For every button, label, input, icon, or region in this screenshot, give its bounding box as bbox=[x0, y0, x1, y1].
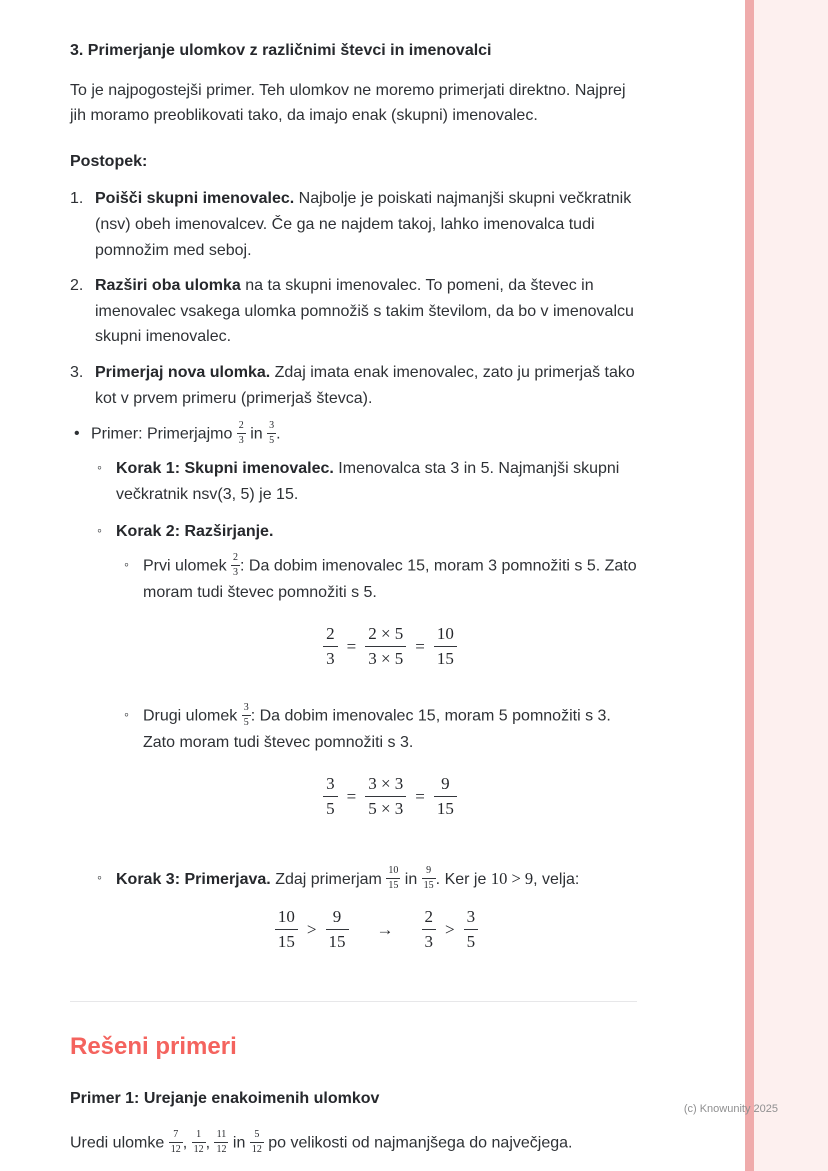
fraction-denominator: 5 bbox=[326, 799, 335, 819]
inline-fraction bbox=[422, 865, 436, 892]
circle-marker-icon: ◦ bbox=[97, 459, 102, 476]
korak3-text bbox=[116, 866, 637, 961]
fraction-denominator: 5 bbox=[243, 717, 249, 729]
task-mid: in bbox=[228, 1134, 250, 1152]
sub1-text bbox=[143, 553, 637, 703]
fraction-denominator: 15 bbox=[277, 932, 295, 952]
equals-sign: = bbox=[415, 636, 425, 656]
fraction-denominator: 15 bbox=[328, 932, 346, 952]
procedure-list bbox=[70, 186, 637, 411]
fraction bbox=[365, 624, 406, 670]
fraction-numerator: 3 bbox=[267, 420, 276, 434]
equals-sign: = bbox=[346, 787, 357, 807]
fraction-numerator: 3 bbox=[464, 907, 479, 930]
fraction-denominator: 3 bbox=[233, 566, 239, 578]
fraction-numerator: 10 bbox=[275, 907, 298, 930]
example1-title: Primer 1: Urejanje enakoimenih ulomkov bbox=[70, 1090, 380, 1108]
fraction-numerator: 9 bbox=[434, 774, 457, 797]
fraction-numerator: 2 bbox=[422, 907, 437, 930]
section-heading: 3. Primerjanje ulomkov z različnimi števci in imenovalci bbox=[70, 42, 492, 59]
fraction-denominator: 15 bbox=[423, 879, 434, 891]
korak3-mid: in bbox=[400, 870, 422, 888]
greater-than-sign: > bbox=[306, 920, 317, 940]
fraction bbox=[275, 907, 298, 953]
solved-examples-heading: Rešeni primeri bbox=[70, 1032, 237, 1060]
equation-second-expansion bbox=[143, 774, 637, 820]
step-text: Najbolje je poiskati najmanjši skupni večkratnik (nsv) obeh imenovalcev. Če ga ne najdem takoj, lahko imenovalca tudi pomnožim med seboj. bbox=[95, 190, 632, 259]
fraction-numerator: 10 bbox=[386, 865, 400, 879]
fraction-numerator: 9 bbox=[326, 907, 349, 930]
list-item bbox=[124, 703, 637, 853]
fraction-numerator: 7 bbox=[169, 1129, 183, 1143]
fraction bbox=[434, 624, 457, 670]
circle-marker-icon: ◦ bbox=[97, 522, 102, 539]
document-content bbox=[70, 38, 637, 1157]
fraction-denominator: 5 bbox=[269, 435, 275, 447]
fraction-numerator: 2 bbox=[231, 552, 240, 566]
fraction-numerator: 3 bbox=[242, 702, 251, 716]
list-item bbox=[70, 186, 637, 263]
sub2-lead: Drugi ulomek bbox=[143, 708, 242, 726]
watermark: (c) Knowunity 2025 bbox=[683, 1103, 778, 1115]
step-text: Zdaj imata enak imenovalec, zato ju primerjaš tako kot v prvem primeru (primerjaš števca). bbox=[95, 363, 635, 407]
fraction bbox=[323, 774, 338, 820]
inline-math: 10 > 9 bbox=[490, 868, 534, 888]
list-item bbox=[70, 360, 637, 411]
korak3-t1: Zdaj primerjam bbox=[270, 870, 387, 888]
fraction-denominator: 12 bbox=[170, 1143, 181, 1155]
inline-fraction bbox=[192, 1129, 206, 1156]
korak1-bold: Korak 1: Skupni imenovalec. bbox=[116, 460, 334, 478]
fraction bbox=[326, 907, 349, 953]
list-number: 3. bbox=[70, 363, 84, 381]
list-item-text bbox=[95, 273, 637, 350]
fraction-denominator: 5 × 3 bbox=[368, 799, 404, 819]
inline-fraction bbox=[386, 865, 400, 892]
korak1-text bbox=[116, 456, 637, 507]
sub1-lead: Prvi ulomek bbox=[143, 557, 232, 575]
equals-sign: = bbox=[346, 636, 357, 656]
task-lead: Uredi ulomke bbox=[70, 1134, 169, 1152]
list-item bbox=[70, 273, 637, 350]
equation-first-expansion bbox=[143, 624, 637, 670]
fraction-numerator: 10 bbox=[434, 624, 457, 647]
list-item bbox=[124, 553, 637, 703]
step-text: na ta skupni imenovalec. To pomeni, da števec in imenovalec vsakega ulomka pomnožiš s takim številom, da bo v imenovalcu skupni imenovalec. bbox=[95, 277, 634, 346]
example-item bbox=[91, 421, 637, 973]
fraction-numerator: 3 × 3 bbox=[365, 774, 406, 797]
list-number: 1. bbox=[70, 190, 84, 208]
fraction-denominator: 15 bbox=[388, 879, 399, 891]
circle-marker-icon: ◦ bbox=[124, 706, 129, 723]
fraction-denominator: 15 bbox=[436, 648, 454, 668]
fraction-denominator: 5 bbox=[466, 932, 476, 952]
bullet-marker-icon: • bbox=[74, 425, 80, 443]
step-bold: Poišči skupni imenovalec. bbox=[95, 190, 295, 208]
korak1-body: Imenovalca sta 3 in 5. Najmanjši skupni večkratnik nsv(3, 5) je 15. bbox=[116, 460, 620, 503]
page-edge-bar bbox=[745, 0, 754, 1171]
list-item bbox=[97, 519, 637, 853]
fraction-denominator: 3 × 5 bbox=[368, 648, 404, 668]
fraction bbox=[365, 774, 406, 820]
fraction-denominator: 3 bbox=[424, 932, 433, 952]
fraction-numerator: 5 bbox=[250, 1129, 264, 1143]
korak2-bold: Korak 2: Razširjanje. bbox=[116, 523, 274, 541]
korak3-bold: Korak 3: Primerjava. bbox=[116, 870, 271, 888]
inline-fraction bbox=[250, 1129, 264, 1156]
fraction-numerator: 3 bbox=[323, 774, 338, 797]
fraction-denominator: 12 bbox=[216, 1143, 227, 1155]
inline-fraction bbox=[242, 702, 251, 729]
fraction bbox=[464, 907, 479, 953]
fraction-denominator: 12 bbox=[251, 1143, 262, 1155]
fraction-denominator: 3 bbox=[238, 435, 244, 447]
page-edge-band bbox=[754, 0, 828, 1171]
fraction bbox=[323, 624, 338, 670]
fraction-numerator: 11 bbox=[214, 1129, 228, 1143]
inline-fraction bbox=[237, 420, 246, 447]
circle-marker-icon: ◦ bbox=[124, 555, 129, 572]
fraction-denominator: 15 bbox=[436, 799, 454, 819]
list-item bbox=[97, 866, 637, 961]
example-end: . bbox=[276, 425, 281, 443]
list-item bbox=[97, 456, 637, 507]
equation-comparison-result bbox=[116, 907, 637, 953]
fraction-numerator: 2 bbox=[237, 420, 246, 434]
fraction-numerator: 2 bbox=[323, 624, 338, 647]
fraction-numerator: 9 bbox=[422, 865, 436, 879]
fraction-numerator: 1 bbox=[192, 1129, 206, 1143]
intro-paragraph: To je najpogostejši primer. Teh ulomkov ne moremo primerjati direktno. Najprej jih moramo preoblikovati tako, da imajo enak (skupni) imenovalec. bbox=[70, 81, 626, 125]
greater-than-sign: > bbox=[445, 920, 455, 940]
sub2-text bbox=[143, 703, 637, 853]
expansion-sublist bbox=[124, 553, 637, 854]
list-item-text bbox=[95, 360, 637, 411]
task-end: po velikosti od najmanjšega do največjega. bbox=[263, 1134, 573, 1152]
inline-fraction bbox=[231, 552, 240, 579]
task-paragraph bbox=[70, 1130, 637, 1157]
fraction-numerator: 2 × 5 bbox=[365, 624, 406, 647]
list-item bbox=[70, 421, 637, 973]
example-mid: in bbox=[245, 425, 268, 443]
list-number: 2. bbox=[70, 277, 84, 295]
sub2-body: : Da dobim imenovalec 15, moram 5 pomnožiti s 3. Zato moram tudi števec pomnožiti s 3. bbox=[143, 708, 611, 752]
example-list bbox=[70, 421, 637, 973]
circle-marker-icon: ◦ bbox=[97, 868, 102, 885]
equals-sign: = bbox=[415, 787, 425, 807]
fraction-denominator: 12 bbox=[193, 1143, 204, 1155]
inline-fraction bbox=[267, 420, 276, 447]
steps-sublist bbox=[97, 456, 637, 961]
korak2-text bbox=[116, 519, 637, 853]
step-bold: Primerjaj nova ulomka. bbox=[95, 363, 271, 381]
task-comma: , bbox=[182, 1134, 192, 1152]
fraction bbox=[434, 774, 457, 820]
korak3-t3: , velja: bbox=[533, 870, 580, 888]
fraction bbox=[422, 907, 437, 953]
task-comma: , bbox=[205, 1134, 215, 1152]
list-item-text bbox=[95, 186, 637, 263]
procedure-heading: Postopek: bbox=[70, 152, 148, 170]
korak3-t2: . Ker je bbox=[435, 870, 491, 888]
sub1-body: : Da dobim imenovalec 15, moram 3 pomnožiti s 5. Zato moram tudi števec pomnožiti s 5. bbox=[143, 557, 637, 601]
inline-fraction bbox=[214, 1129, 228, 1156]
inline-fraction bbox=[169, 1129, 183, 1156]
section-divider bbox=[70, 1001, 637, 1002]
fraction-denominator: 3 bbox=[326, 648, 335, 668]
step-bold: Razširi oba ulomka bbox=[95, 277, 241, 295]
arrow-right-icon: → bbox=[376, 920, 394, 940]
example-lead: Primer: Primerjajmo bbox=[91, 425, 237, 443]
